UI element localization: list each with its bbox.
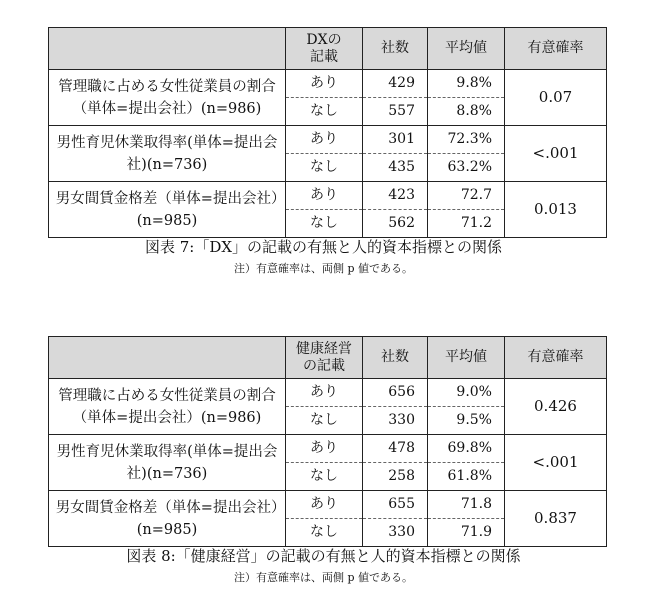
- count-cell: 330: [363, 407, 428, 435]
- condition-cell: あり: [286, 182, 363, 210]
- indicator-label: 管理職に占める女性従業員の割合（単体=提出会社）(n=986): [49, 379, 286, 435]
- average-cell: 71.9: [428, 519, 505, 547]
- count-cell: 301: [363, 126, 428, 154]
- average-cell: 71.8: [428, 491, 505, 519]
- condition-cell: あり: [286, 126, 363, 154]
- average-cell: 9.5%: [428, 407, 505, 435]
- average-cell: 71.2: [428, 210, 505, 238]
- average-cell: 69.8%: [428, 435, 505, 463]
- average-cell: 8.8%: [428, 98, 505, 126]
- indicator-label: 男女間賃金格差（単体=提出会社）(n=985): [49, 491, 286, 547]
- count-cell: 435: [363, 154, 428, 182]
- condition-cell: あり: [286, 491, 363, 519]
- header-average: 平均値: [428, 28, 505, 70]
- count-cell: 656: [363, 379, 428, 407]
- average-cell: 72.7: [428, 182, 505, 210]
- significance-cell: 0.426: [505, 379, 607, 435]
- condition-cell: なし: [286, 407, 363, 435]
- table-header-row: [49, 28, 607, 70]
- header-blank: [49, 337, 286, 379]
- count-cell: 330: [363, 519, 428, 547]
- header-significance: 有意確率: [505, 28, 607, 70]
- average-cell: 72.3%: [428, 126, 505, 154]
- header-blank: [49, 28, 286, 70]
- table-row: [49, 126, 607, 154]
- table-row: [49, 70, 607, 98]
- table-dx: [48, 27, 607, 238]
- table-row: [49, 379, 607, 407]
- table-note: 注）有意確率は、両側 p 値である。: [233, 571, 414, 584]
- average-cell: 9.8%: [428, 70, 505, 98]
- header-condition-line1: DXの: [306, 31, 342, 48]
- header-count: 社数: [363, 28, 428, 70]
- average-cell: 63.2%: [428, 154, 505, 182]
- header-significance: 有意確率: [505, 337, 607, 379]
- header-condition-line1: 健康経営: [296, 340, 352, 357]
- table-header-row: [49, 337, 607, 379]
- header-count: 社数: [363, 337, 428, 379]
- table-row: [49, 435, 607, 463]
- table-row: [49, 491, 607, 519]
- table-caption: 図表 7:「DX」の記載の有無と人的資本指標との関係: [144, 238, 503, 256]
- condition-cell: なし: [286, 154, 363, 182]
- indicator-label: 男性育児休業取得率(単体=提出会社)(n=736): [49, 435, 286, 491]
- condition-cell: なし: [286, 98, 363, 126]
- indicator-label: 男性育児休業取得率(単体=提出会社)(n=736): [49, 126, 286, 182]
- condition-cell: なし: [286, 463, 363, 491]
- header-condition: [286, 337, 363, 379]
- table-health-management: [48, 336, 607, 547]
- header-average: 平均値: [428, 337, 505, 379]
- table-row: [49, 182, 607, 210]
- table-note: 注）有意確率は、両側 p 値である。: [233, 262, 414, 275]
- count-cell: 478: [363, 435, 428, 463]
- count-cell: 557: [363, 98, 428, 126]
- average-cell: 9.0%: [428, 379, 505, 407]
- significance-cell: <.001: [505, 126, 607, 182]
- condition-cell: あり: [286, 70, 363, 98]
- count-cell: 423: [363, 182, 428, 210]
- count-cell: 562: [363, 210, 428, 238]
- indicator-label: 管理職に占める女性従業員の割合（単体=提出会社）(n=986): [49, 70, 286, 126]
- significance-cell: 0.013: [505, 182, 607, 238]
- significance-cell: <.001: [505, 435, 607, 491]
- average-cell: 61.8%: [428, 463, 505, 491]
- count-cell: 655: [363, 491, 428, 519]
- header-condition-line2: 記載: [310, 48, 338, 65]
- condition-cell: あり: [286, 379, 363, 407]
- significance-cell: 0.07: [505, 70, 607, 126]
- condition-cell: なし: [286, 210, 363, 238]
- count-cell: 429: [363, 70, 428, 98]
- indicator-label: 男女間賃金格差（単体=提出会社）(n=985): [49, 182, 286, 238]
- significance-cell: 0.837: [505, 491, 607, 547]
- count-cell: 258: [363, 463, 428, 491]
- header-condition-line2: の記載: [303, 357, 345, 374]
- condition-cell: なし: [286, 519, 363, 547]
- header-condition: [286, 28, 363, 70]
- condition-cell: あり: [286, 435, 363, 463]
- table-caption: 図表 8:「健康経営」の記載の有無と人的資本指標との関係: [126, 547, 521, 565]
